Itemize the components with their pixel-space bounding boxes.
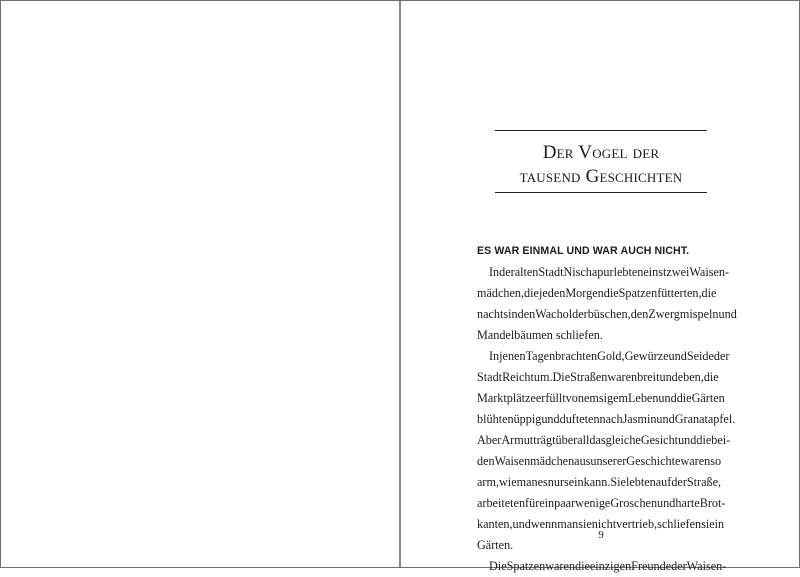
text-line: den Waisenmädchen aus unserer Geschichte waren so bbox=[477, 454, 722, 468]
body-text bbox=[477, 241, 737, 577]
chapter-title-line1: Der Vogel der bbox=[542, 142, 660, 163]
text-line: mädchen, die jeden Morgen die Spatzen fütterten, die bbox=[477, 286, 717, 300]
text-line: Aber Armut trägt überall das gleiche Gesicht und die bei- bbox=[477, 433, 731, 447]
text-line: arm, wie man es nur sein kann. Sie lebten auf der Straße, bbox=[477, 475, 722, 489]
left-page-blank bbox=[1, 1, 399, 567]
text-line: Stadt Reichtum. Die Straßen waren breit und eben, die bbox=[477, 370, 719, 384]
title-rule-top bbox=[495, 130, 707, 131]
right-page bbox=[401, 1, 799, 573]
text-line: arbeiteten für ein paar wenige Groschen und harte Brot- bbox=[477, 496, 726, 510]
opening-line: ES WAR EINMAL UND WAR AUCH NICHT. bbox=[477, 245, 690, 257]
title-rule-bottom bbox=[495, 192, 707, 193]
chapter-title-line2: tausend Geschichten bbox=[519, 166, 683, 187]
text-line: Gärten. bbox=[477, 538, 514, 552]
text-line: Mandelbäumen schliefen. bbox=[477, 328, 603, 342]
text-line: blühten üppig und dufteten nach Jasmin und Granatapfel. bbox=[477, 412, 736, 426]
text-line: Die Spatzen waren die einzigen Freunde der Waisen- bbox=[489, 559, 727, 573]
text-line: In jenen Tagen brachten Gold, Gewürze und Seide der bbox=[489, 349, 730, 363]
chapter-title-block bbox=[495, 130, 707, 193]
page-number: 9 bbox=[598, 529, 604, 541]
text-line: Marktplätze erfüllt von emsigem Leben und die Gärten bbox=[477, 391, 725, 405]
text-line: In der alten Stadt Nischapur lebten einst zwei Waisen- bbox=[489, 265, 730, 279]
text-line: nachts in den Wacholderbüschen, den Zwergmispeln und bbox=[477, 307, 737, 321]
text-line: kanten, und wenn man sie nicht vertrieb, schliefen sie in bbox=[477, 517, 725, 531]
